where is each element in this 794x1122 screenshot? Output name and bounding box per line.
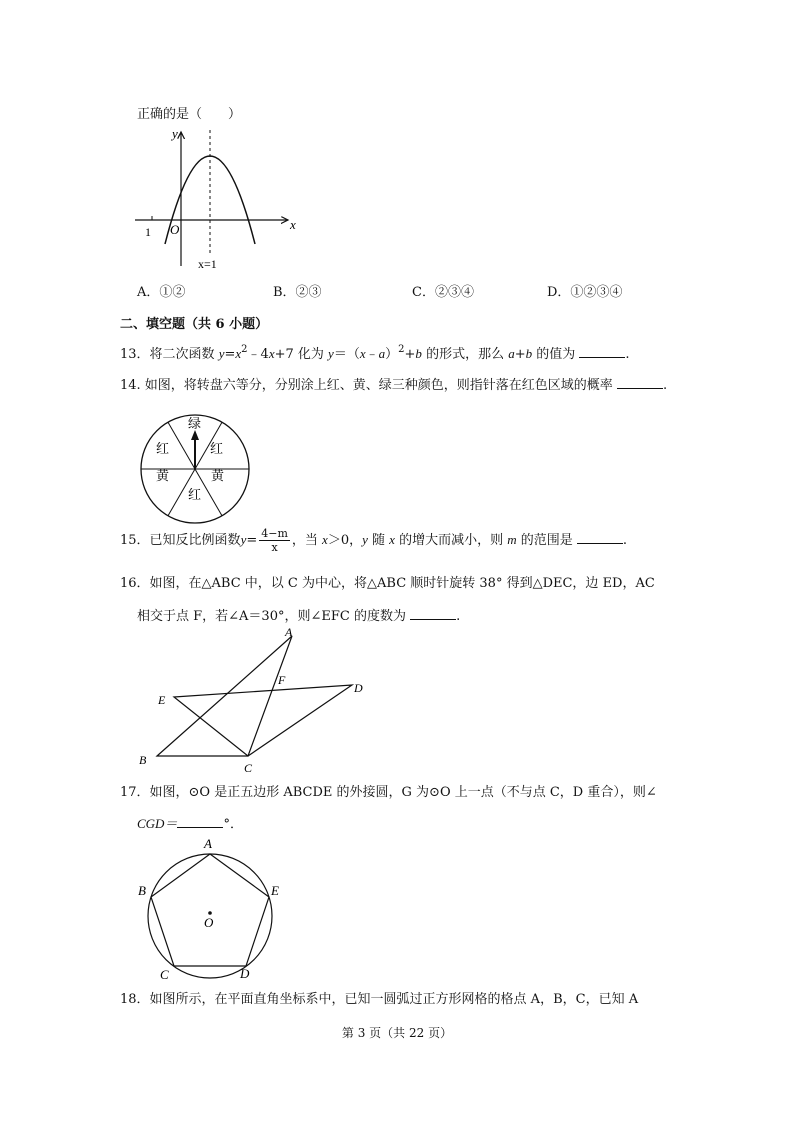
section-title: 二、填空题（共 6 小题） — [120, 317, 269, 332]
sector-red-left: 红 — [156, 441, 170, 456]
question-15: 15．已知反比例函数y= $\frac{4-m}{x}$ ，当 x＞0，y 随 x 的增大而减小，则 m 的范围是 . — [120, 527, 628, 554]
label-d: D — [354, 681, 363, 695]
label-o: O — [204, 915, 214, 930]
option-b: B．②③ — [273, 285, 322, 300]
question-16-line1: 16．如图，在△ABC 中，以 C 为中心，将△ABC 顺时针旋转 38° 得到△DEC，边 ED，AC — [120, 576, 655, 591]
label-e: E — [158, 693, 166, 707]
x-axis-label: x — [290, 217, 296, 232]
label-f: F — [278, 673, 286, 687]
label-b: B — [138, 883, 146, 898]
answer-blank-17[interactable] — [177, 815, 223, 828]
answer-blank-16[interactable] — [410, 607, 456, 620]
pentagon-circle-figure — [134, 834, 294, 982]
question-17-line1: 17．如图，⊙O 是正五边形 ABCDE 的外接圆，G 为⊙O 上一点（不与点 C，D 重合），则∠ — [120, 785, 657, 800]
label-a: A — [285, 625, 293, 639]
axis-line-label: x=1 — [198, 257, 217, 271]
question-16-line2: 相交于点 F，若∠A＝30°，则∠EFC 的度数为 . — [137, 609, 461, 624]
label-b: B — [139, 753, 147, 767]
triangle-dec — [174, 685, 352, 756]
sector-red-right: 红 — [210, 441, 224, 456]
q12-parabola-graph — [130, 126, 310, 274]
label-d: D — [240, 966, 250, 981]
fraction: $\frac{4-m}{x}$ — [261, 527, 288, 554]
page-footer: 第 3 页（共 22 页） — [341, 1026, 453, 1040]
spinner-figure — [138, 412, 254, 528]
pentagon-abcde — [151, 854, 269, 966]
q12-prompt-tail: 正确的是（ ） — [137, 107, 242, 122]
origin-label: O — [170, 222, 180, 237]
sector-yellow-right: 黄 — [211, 468, 225, 483]
label-e: E — [271, 883, 279, 898]
answer-blank-14[interactable] — [617, 376, 663, 389]
question-17-line2: CGD＝ °． — [137, 816, 243, 832]
y-axis-label: y — [172, 126, 178, 141]
question-14: 14. 如图，将转盘六等分，分别涂上红、黄、绿三种颜色，则指针落在红色区域的概率 . — [120, 378, 668, 393]
sector-green: 绿 — [188, 416, 202, 431]
sector-red-bottom: 红 — [188, 487, 202, 502]
question-13: 13．将二次函数 $y=x^2﹣4x+7$ 化为 y＝（x﹣a）$^2$+b 的形式，那么 a+b 的值为 . — [120, 344, 630, 362]
answer-blank-15[interactable] — [577, 531, 623, 544]
question-18-line1: 18．如图所示，在平面直角坐标系中，已知一圆弧过正方形网格的格点 A，B，C，已知 A — [120, 992, 639, 1007]
label-c: C — [244, 761, 253, 774]
tick-one-label: 1 — [145, 225, 151, 239]
triangle-rotation-figure — [134, 624, 374, 774]
label-c: C — [160, 967, 169, 982]
option-a: A．①② — [137, 285, 186, 300]
option-d: D．①②③④ — [547, 285, 623, 300]
sector-yellow-left: 黄 — [156, 468, 170, 483]
answer-blank-13[interactable] — [579, 345, 625, 358]
option-c: C．②③④ — [412, 285, 474, 300]
label-a: A — [204, 836, 212, 851]
